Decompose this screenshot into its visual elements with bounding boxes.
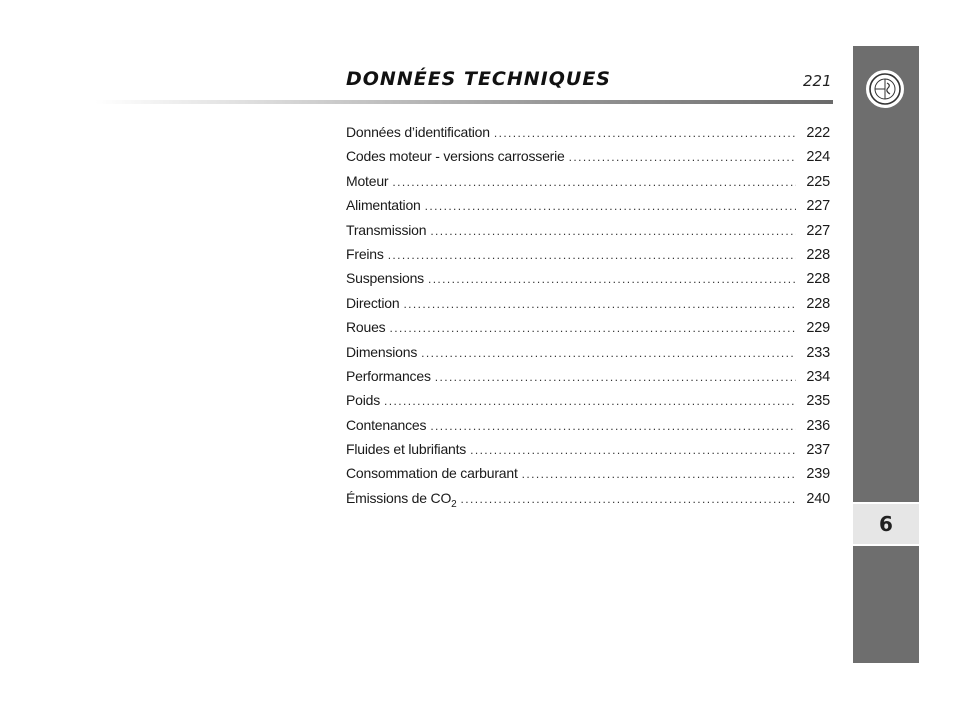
toc-entry[interactable] <box>346 295 830 319</box>
toc-page: 228 <box>806 271 830 288</box>
toc-leader-dots <box>384 394 796 408</box>
toc-entry[interactable] <box>346 270 830 294</box>
toc-page: 233 <box>806 344 830 361</box>
page-number: 221 <box>803 72 832 90</box>
page-title: DONNÉES TECHNIQUES <box>346 68 611 90</box>
toc-label: Moteur <box>346 172 389 189</box>
toc-leader-dots <box>388 248 796 262</box>
header-rule <box>95 100 833 104</box>
toc-label: Direction <box>346 294 400 311</box>
toc-label: Roues <box>346 319 386 336</box>
chapter-tab[interactable]: 6 <box>853 502 919 546</box>
toc-entry[interactable] <box>346 173 830 197</box>
toc-leader-dots <box>389 321 796 335</box>
toc-leader-dots <box>428 272 796 286</box>
toc-label: Dimensions <box>346 343 418 360</box>
toc-label: Fluides et lubrifiants <box>346 441 467 458</box>
toc-label: Performances <box>346 367 431 384</box>
chapter-sidebar <box>853 46 919 663</box>
toc-entry[interactable] <box>346 124 830 148</box>
toc-leader-dots <box>569 150 796 164</box>
toc-leader-dots <box>435 370 796 384</box>
toc-leader-dots <box>470 443 796 457</box>
toc-leader-dots <box>430 224 796 238</box>
toc-leader-dots <box>522 467 796 481</box>
toc-label-text: Émissions de CO <box>346 489 452 506</box>
toc-entry[interactable] <box>346 344 830 368</box>
toc-label: Consommation de carburant <box>346 465 518 482</box>
toc-leader-dots <box>494 126 796 140</box>
toc-label: Codes moteur - versions carrosserie <box>346 148 565 165</box>
toc-page: 229 <box>806 320 830 337</box>
toc-entry[interactable] <box>346 319 830 343</box>
toc-page: 240 <box>806 490 830 507</box>
toc-page: 227 <box>806 222 830 239</box>
toc-entry[interactable] <box>346 197 830 221</box>
toc-label: Transmission <box>346 221 427 238</box>
toc-page: 236 <box>806 417 830 434</box>
toc-page: 224 <box>806 149 830 166</box>
toc-page: 228 <box>806 295 830 312</box>
toc-entry[interactable] <box>346 222 830 246</box>
toc-leader-dots <box>403 297 796 311</box>
toc-page: 228 <box>806 246 830 263</box>
toc-page: 227 <box>806 198 830 215</box>
toc-entry[interactable] <box>346 148 830 172</box>
toc-label: Alimentation <box>346 197 421 214</box>
toc-entry[interactable] <box>346 465 830 489</box>
toc-entry[interactable] <box>346 246 830 270</box>
toc-label: Contenances <box>346 416 427 433</box>
toc-leader-dots <box>421 346 796 360</box>
toc-entry[interactable] <box>346 417 830 441</box>
toc-leader-dots <box>461 492 796 506</box>
toc-entry[interactable] <box>346 490 830 514</box>
toc-entry[interactable] <box>346 441 830 465</box>
toc-label: Poids <box>346 392 381 409</box>
toc-leader-dots <box>392 175 796 189</box>
toc-label <box>346 490 457 510</box>
toc-page: 234 <box>806 368 830 385</box>
toc-label-subscript: 2 <box>451 498 457 510</box>
toc-page: 237 <box>806 442 830 459</box>
toc-page: 239 <box>806 466 830 483</box>
toc-leader-dots <box>425 199 796 213</box>
alfa-romeo-badge-icon <box>866 70 904 108</box>
toc-label: Suspensions <box>346 270 424 287</box>
toc-page: 225 <box>806 173 830 190</box>
toc-label: Freins <box>346 245 384 262</box>
toc-leader-dots <box>430 419 796 433</box>
toc-page: 235 <box>806 393 830 410</box>
table-of-contents <box>346 124 830 514</box>
toc-entry[interactable] <box>346 392 830 416</box>
toc-page: 222 <box>806 125 830 141</box>
toc-entry[interactable] <box>346 368 830 392</box>
toc-label: Données d’identification <box>346 124 490 140</box>
